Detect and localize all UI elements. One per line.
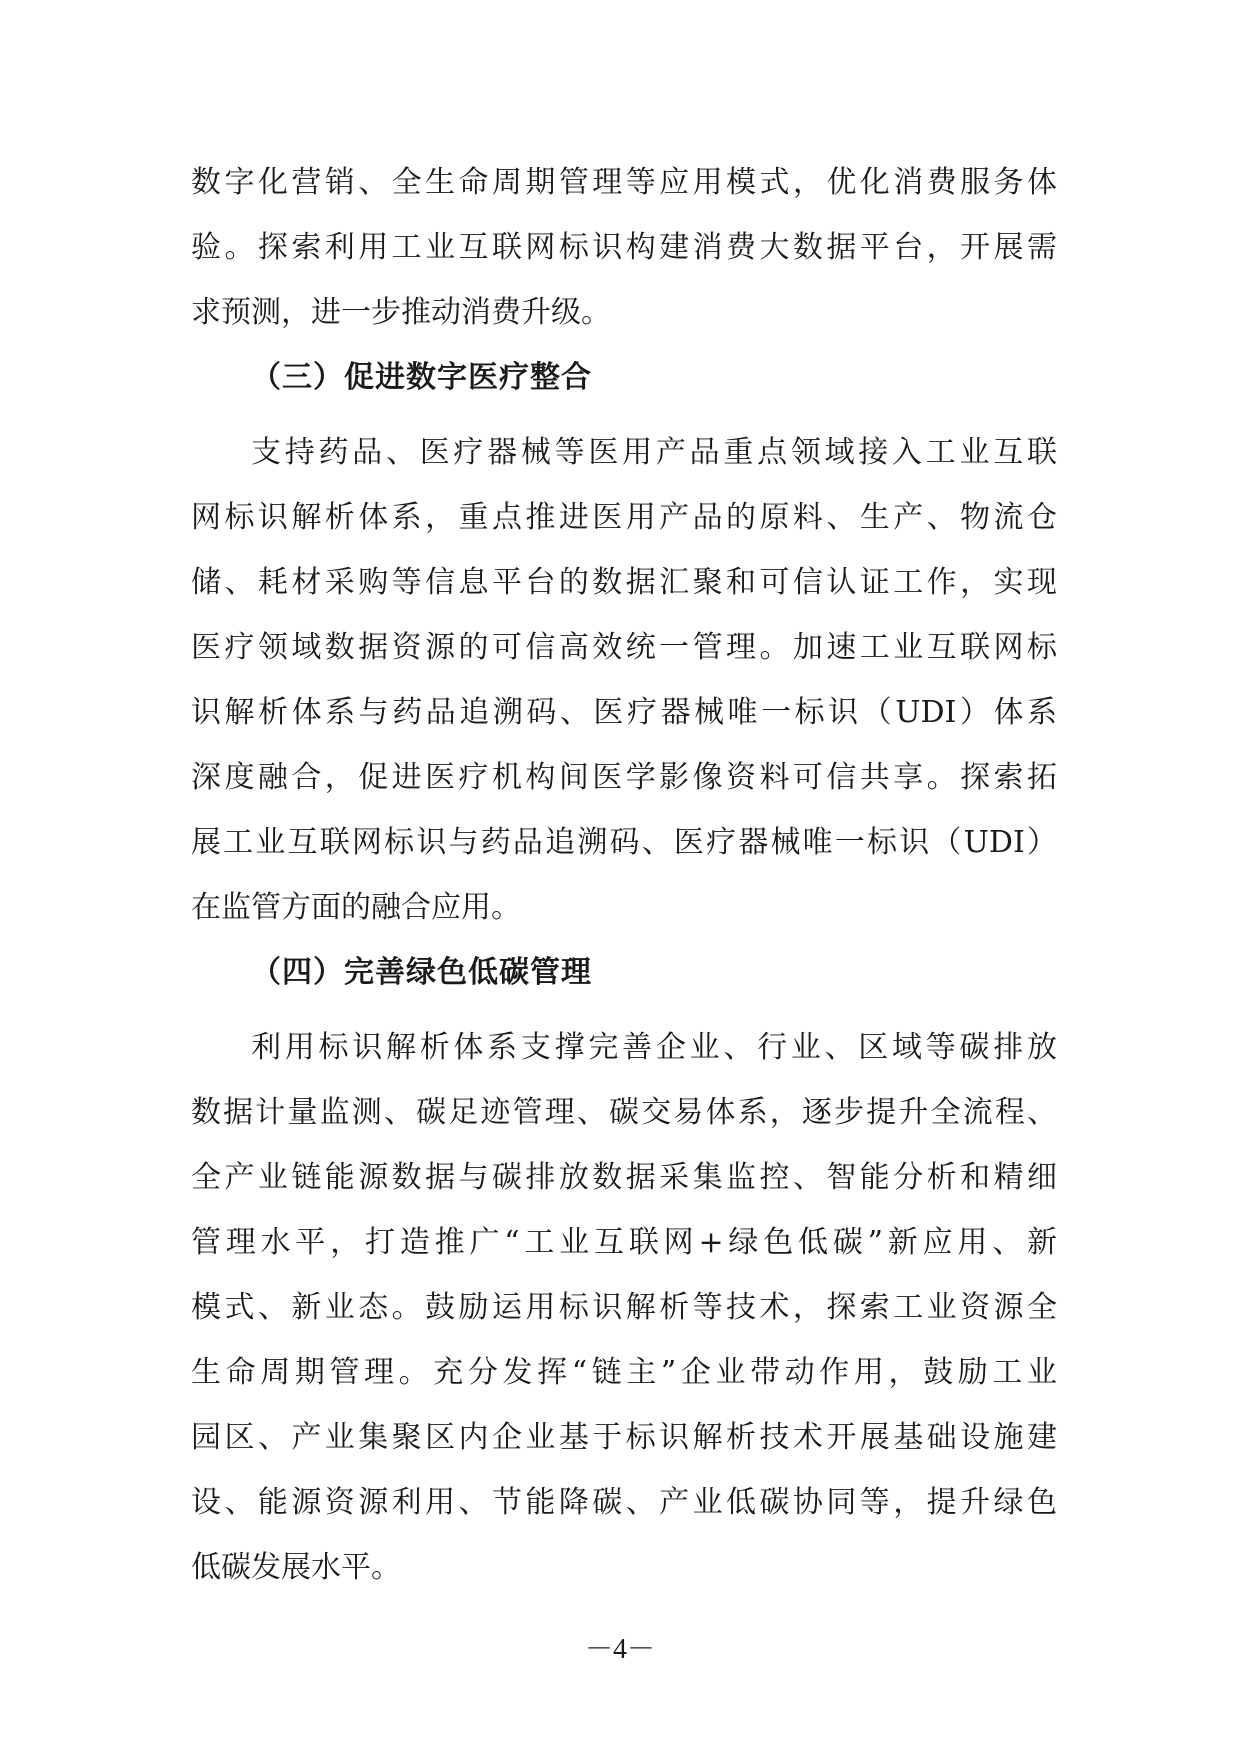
paragraph-consumption-continued — [191, 150, 1057, 345]
paragraph-line: 园区、产业集聚区内企业基于标识解析技术开展基础设施建 — [191, 1420, 1057, 1455]
paragraph-line: 验。探索利用工业互联网标识构建消费大数据平台，开展需 — [191, 230, 1057, 265]
paragraph-line: 支持药品、医疗器械等医用产品重点领域接入工业互联 — [251, 435, 1057, 470]
paragraph-line: 储、耗材采购等信息平台的数据汇聚和可信认证工作，实现 — [191, 565, 1057, 600]
section-heading-digital-medical: （三）促进数字医疗整合 — [251, 360, 592, 395]
paragraph-line: 数据计量监测、碳足迹管理、碳交易体系，逐步提升全流程、 — [191, 1095, 1057, 1130]
paragraph-line: 网标识解析体系，重点推进医用产品的原料、生产、物流仓 — [191, 500, 1057, 535]
paragraph-green-low-carbon — [191, 1015, 1057, 1600]
page-number: －4－ — [584, 1634, 655, 1665]
section-heading-green-low-carbon: （四）完善绿色低碳管理 — [251, 955, 592, 990]
paragraph-line: 设、能源资源利用、节能降碳、产业低碳协同等，提升绿色 — [191, 1485, 1057, 1520]
paragraph-line: 利用标识解析体系支撑完善企业、行业、区域等碳排放 — [251, 1030, 1057, 1065]
paragraph-line: 深度融合，促进医疗机构间医学影像资料可信共享。探索拓 — [191, 760, 1057, 795]
paragraph-digital-medical — [191, 420, 1057, 940]
paragraph-line: 在监管方面的融合应用。 — [191, 890, 521, 925]
paragraph-line: 求预测，进一步推动消费升级。 — [191, 295, 611, 330]
paragraph-line: 数字化营销、全生命周期管理等应用模式，优化消费服务体 — [191, 165, 1057, 200]
paragraph-line: 医疗领域数据资源的可信高效统一管理。加速工业互联网标 — [191, 630, 1057, 665]
paragraph-line: 全产业链能源数据与碳排放数据采集监控、智能分析和精细 — [191, 1160, 1057, 1195]
paragraph-line: 展工业互联网标识与药品追溯码、医疗器械唯一标识（UDI） — [191, 825, 1057, 860]
paragraph-line: 管理水平，打造推广“工业互联网+绿色低碳”新应用、新 — [191, 1225, 1057, 1260]
paragraph-line: 识解析体系与药品追溯码、医疗器械唯一标识（UDI）体系 — [191, 695, 1057, 730]
paragraph-line: 生命周期管理。充分发挥“链主”企业带动作用，鼓励工业 — [191, 1355, 1057, 1390]
document-body — [191, 150, 1057, 1600]
paragraph-line: 低碳发展水平。 — [191, 1550, 401, 1585]
paragraph-line: 模式、新业态。鼓励运用标识解析等技术，探索工业资源全 — [191, 1290, 1057, 1325]
